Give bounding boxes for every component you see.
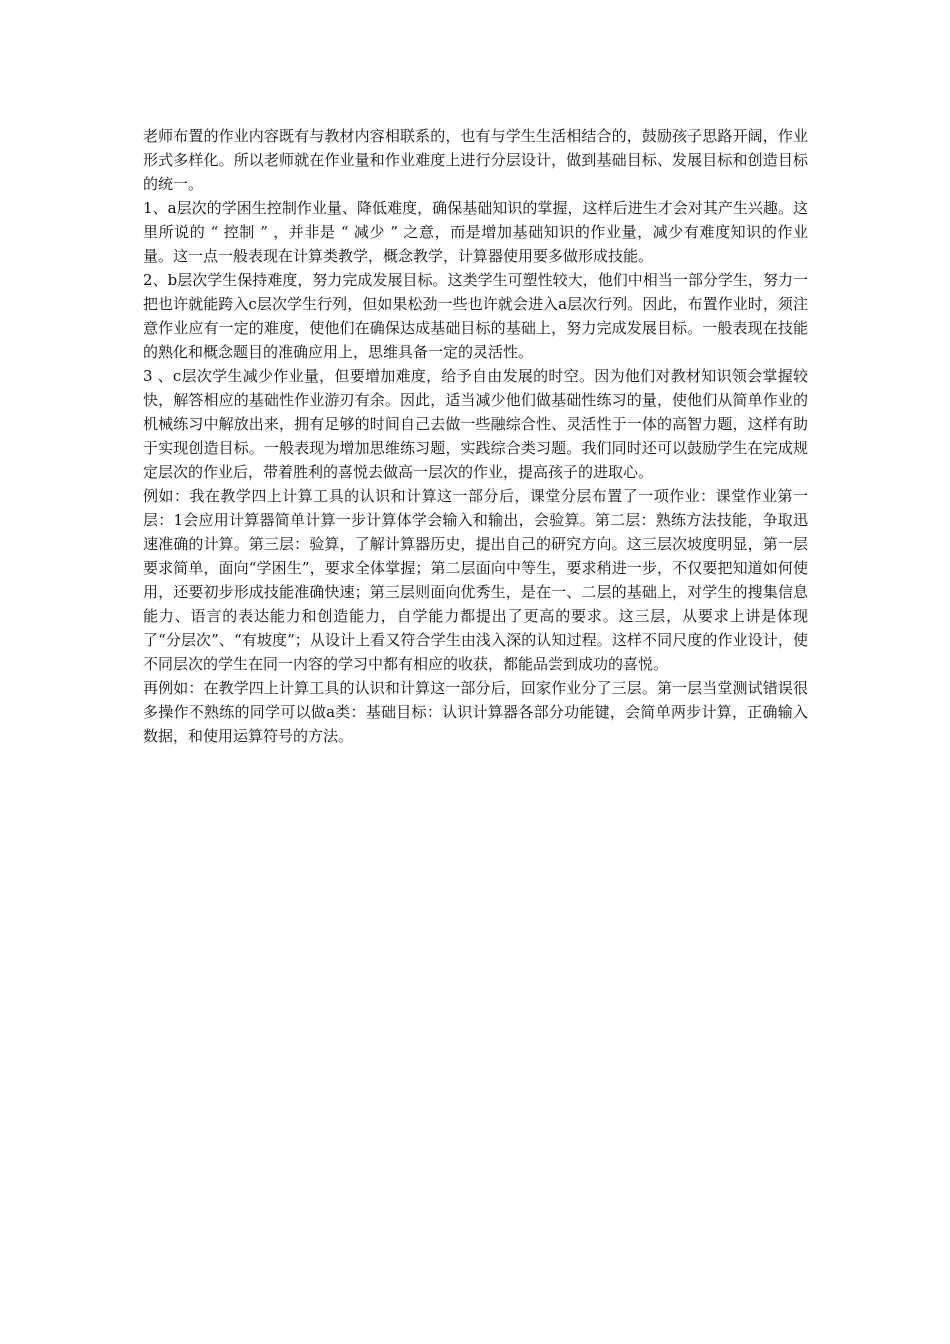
paragraph-example-1: 例如：我在教学四上计算工具的认识和计算这一部分后，课堂分层布置了一项作业：课堂作业第一层：1会应用计算器简单计算一步计算体学会输入和输出，会验算。第二层：熟练方法技能，争取迅速准确的计算。第三层：验算，了解计算器历史，提出自己的研究方向。这三层次坡度明显，第一层要求简单，面向“学困生”，要求全体掌握；第二层面向中等生，要求稍进一步，不仅要把知道如何使用，还要初步形成技能准确快速；第三层则面向优秀生，是在一、二层的基础上，对学生的搜集信息能力、语言的表达能力和创造能力，自学能力都提出了更高的要求。这三层，从要求上讲是体现了“分层次”、“有坡度”；从设计上看又符合学生由浅入深的认知过程。这样不同尺度的作业设计，使不同层次的学生在同一内容的学习中都有相应的收获，都能品尝到成功的喜悦。 — [143, 487, 808, 673]
paragraph-example-2: 再例如：在教学四上计算工具的认识和计算这一部分后，回家作业分了三层。第一层当堂测试错误很多操作不熟练的同学可以做a类：基础目标：认识计算器各部分功能键，会简单两步计算，正确输入数据，和使用运算符号的方法。 — [143, 679, 808, 745]
document-body — [143, 124, 808, 748]
paragraph-level-a: 1、a层次的学困生控制作业量、降低难度，确保基础知识的掌握，这样后进生才会对其产生兴趣。这里所说的 “ 控制 ” ，并非是 “ 减少 ” 之意，而是增加基础知识的作业量，减少有难度知识的作业量。这一点一般表现在计算类教学，概念教学，计算器使用要多做形成技能。 — [143, 199, 808, 265]
paragraph-intro: 老师布置的作业内容既有与教材内容相联系的，也有与学生生活相结合的，鼓励孩子思路开阔，作业形式多样化。所以老师就在作业量和作业难度上进行分层设计，做到基础目标、发展目标和创造目标的统一。 — [143, 127, 808, 193]
paragraph-level-c: 3 、c层次学生减少作业量，但要增加难度，给予自由发展的时空。因为他们对教材知识领会掌握较快，解答相应的基础性作业游刃有余。因此，适当减少他们做基础性练习的量，使他们从简单作业的机械练习中解放出来，拥有足够的时间自己去做一些融综合性、灵活性于一体的高智力题，这样有助于实现创造目标。一般表现为增加思维练习题，实践综合类习题。我们同时还可以鼓励学生在完成规定层次的作业后，带着胜利的喜悦去做高一层次的作业，提高孩子的进取心。 — [143, 367, 808, 481]
paragraph-level-b: 2、b层次学生保持难度，努力完成发展目标。这类学生可塑性较大，他们中相当一部分学生，努力一把也许就能跨入c层次学生行列，但如果松劲一些也许就会进入a层次行列。因此，布置作业时，须注意作业应有一定的难度，使他们在确保达成基础目标的基础上，努力完成发展目标。一般表现在技能的熟化和概念题目的准确应用上，思维具备一定的灵活性。 — [143, 271, 808, 361]
